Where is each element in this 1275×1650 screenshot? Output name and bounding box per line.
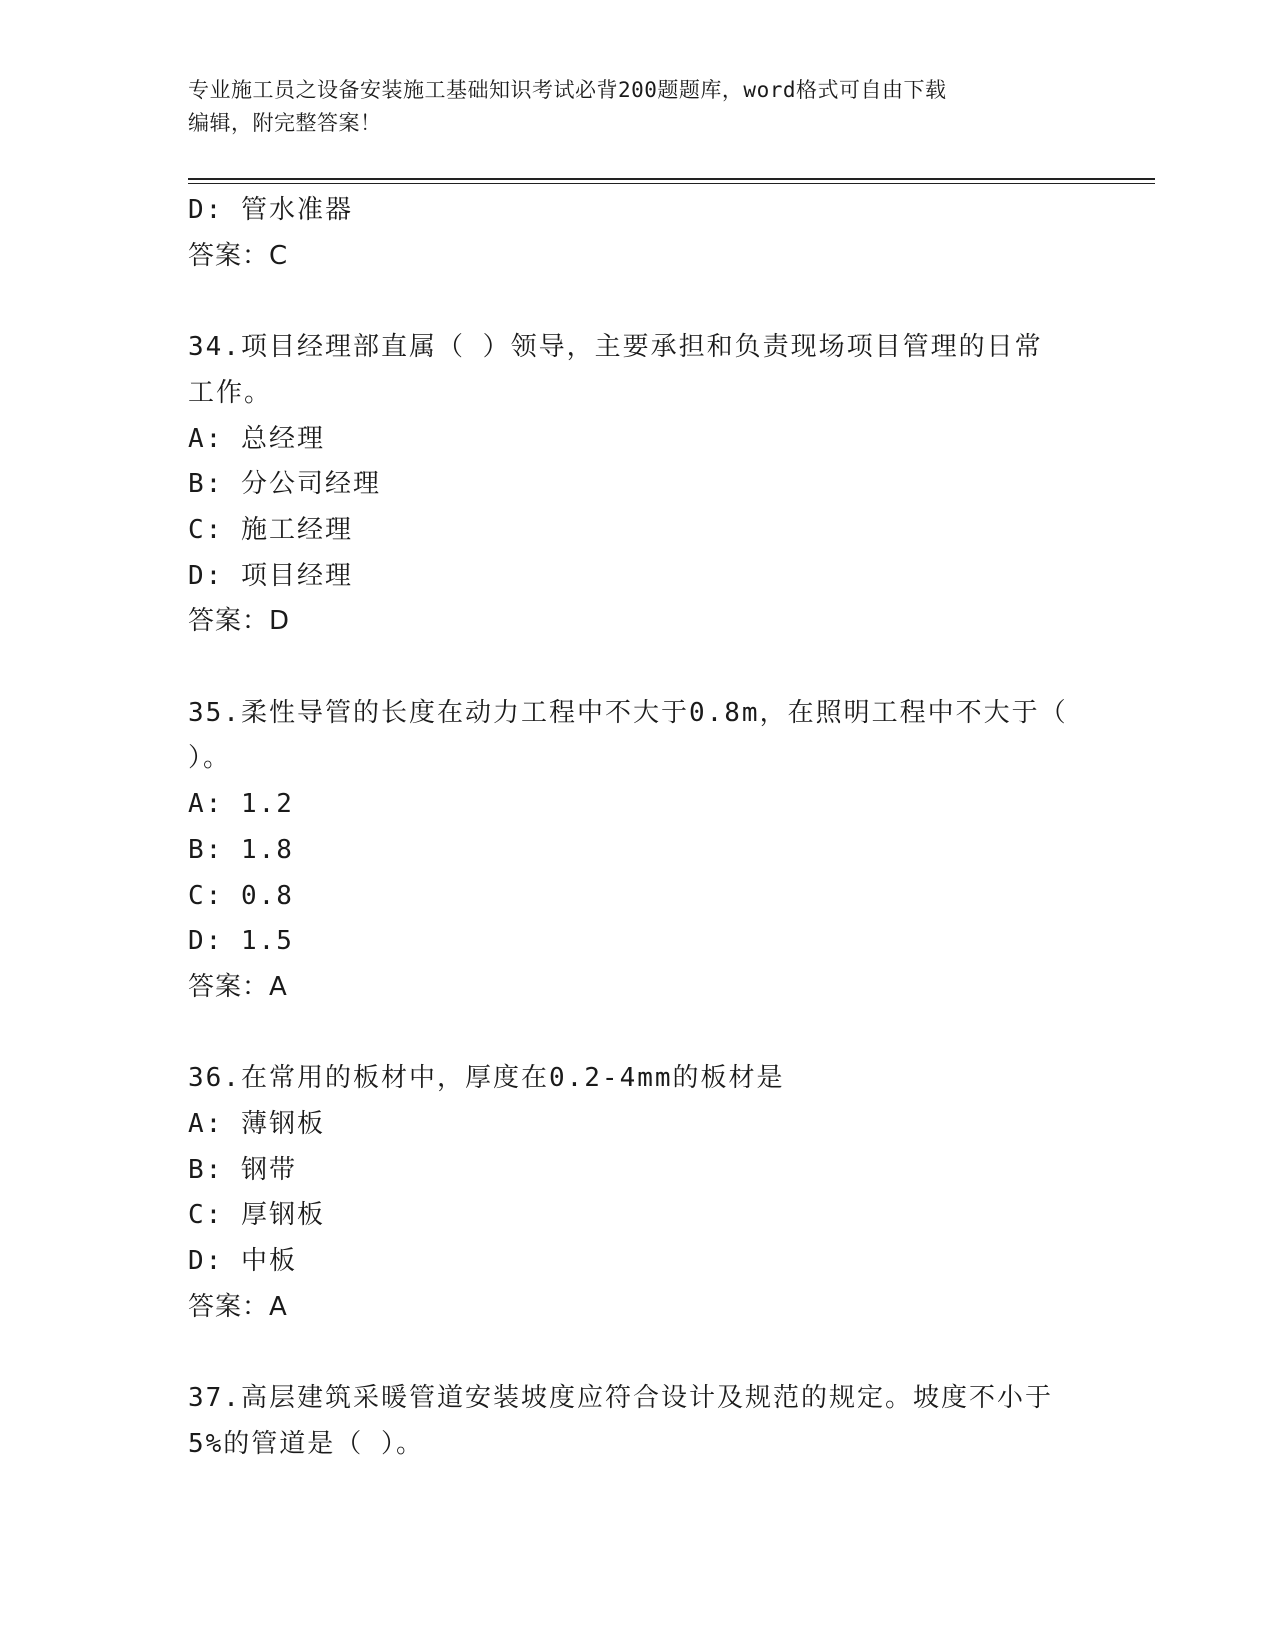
header-line-2: 编辑，附完整答案！	[188, 111, 382, 135]
option-d: D: 项目经理	[188, 560, 353, 591]
spacer	[188, 279, 1088, 325]
answer: 答案：D	[188, 606, 291, 637]
option-b: B: 钢带	[188, 1154, 297, 1185]
question-stem: 37.高层建筑采暖管道安装坡度应符合设计及规范的规定。坡度不小于	[188, 1383, 1053, 1414]
question-stem: 5%的管道是（ ）。	[188, 1428, 424, 1459]
option-c: C: 厚钢板	[188, 1200, 325, 1231]
option-a: A: 总经理	[188, 423, 325, 454]
answer: 答案：A	[188, 1291, 288, 1322]
document-body	[188, 188, 1088, 1468]
option-c: C: 0.8	[188, 880, 294, 911]
question-stem: 35.柔性导管的长度在动力工程中不大于0.8m，在照明工程中不大于（	[188, 697, 1068, 728]
answer: 答案：C	[188, 240, 289, 271]
option-d: D: 中板	[188, 1246, 297, 1277]
option-a: A: 1.2	[188, 789, 294, 820]
document-header	[188, 74, 1068, 140]
option-d: D: 1.5	[188, 926, 294, 957]
option-c: C: 施工经理	[188, 514, 353, 545]
question-stem: 34.项目经理部直属（ ）领导，主要承担和负责现场项目管理的日常	[188, 332, 1043, 363]
option-d: D: 管水准器	[188, 195, 353, 225]
spacer	[188, 645, 1088, 691]
answer: 答案：A	[188, 971, 288, 1002]
question-stem: 36.在常用的板材中，厚度在0.2-4mm的板材是	[188, 1063, 785, 1094]
header-line-1: 专业施工员之设备安装施工基础知识考试必背200题题库，word格式可自由下载	[188, 78, 947, 102]
spacer	[188, 1331, 1088, 1377]
spacer	[188, 1011, 1088, 1057]
header-divider-thin	[188, 183, 1155, 184]
header-divider-thick	[188, 178, 1155, 180]
question-stem: ）。	[188, 743, 232, 774]
option-b: B: 1.8	[188, 834, 294, 865]
option-b: B: 分公司经理	[188, 469, 381, 500]
question-stem: 工作。	[188, 377, 273, 408]
option-a: A: 薄钢板	[188, 1109, 325, 1140]
